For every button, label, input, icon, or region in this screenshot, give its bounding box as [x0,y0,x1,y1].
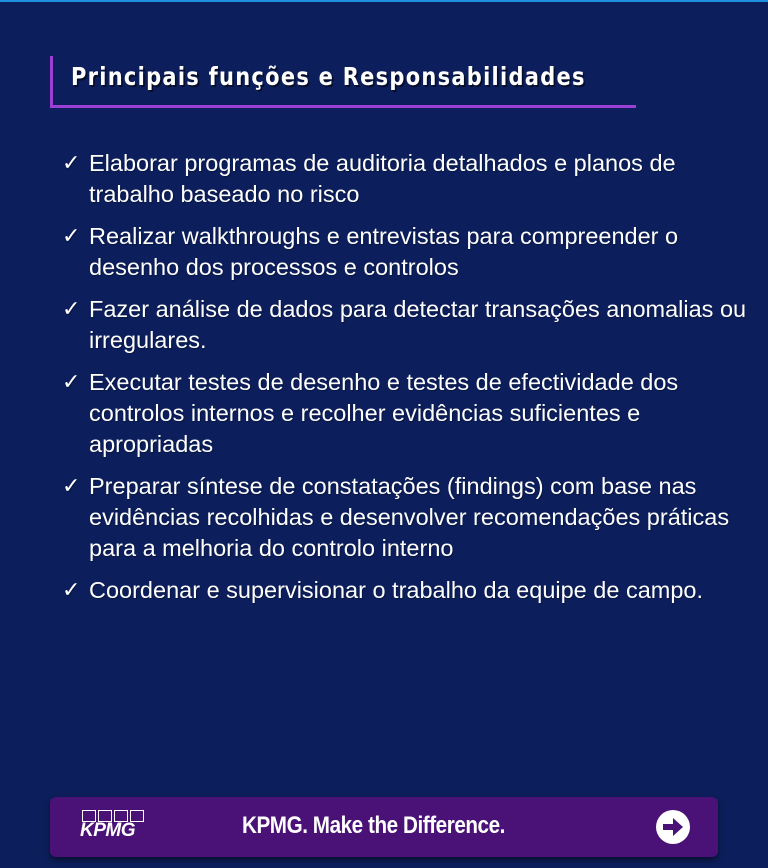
list-item-text: Preparar síntese de constatações (findings) com base nas evidências recolhidas e desenvolver recomendações práticas para a melhoria do controlo interno [89,473,730,561]
list-item-text: Fazer análise de dados para detectar transações anomalias ou irregulares. [89,296,747,353]
page-title: Principais funções e Responsabilidades [71,62,586,91]
list-item-text: Coordenar e supervisionar o trabalho da equipe de campo. [89,577,704,603]
list-item [62,294,752,356]
responsibilities-list [62,148,752,617]
arrow-right-circle-icon[interactable] [654,808,692,846]
check-icon: ✓ [62,297,81,322]
list-item-text: Realizar walkthroughs e entrevistas para compreender o desenho dos processos e controlos [89,223,679,280]
list-item [62,148,752,210]
check-icon: ✓ [62,224,81,249]
list-item [62,575,752,606]
list-item [62,367,752,460]
top-accent-line [0,0,768,2]
footer-banner [50,797,718,857]
logo-text: KPMG [80,820,135,841]
title-frame [50,56,636,108]
footer-tagline: KPMG. Make the Difference. [242,812,505,839]
check-icon: ✓ [62,151,81,176]
list-item-text: Elaborar programas de auditoria detalhados e planos de trabalho baseado no risco [89,150,676,207]
kpmg-logo [80,810,152,844]
check-icon: ✓ [62,370,81,395]
list-item [62,221,752,283]
list-item [62,471,752,564]
check-icon: ✓ [62,578,81,603]
check-icon: ✓ [62,474,81,499]
list-item-text: Executar testes de desenho e testes de efectividade dos controlos internos e recolher evidências suficientes e apropriadas [89,369,679,457]
